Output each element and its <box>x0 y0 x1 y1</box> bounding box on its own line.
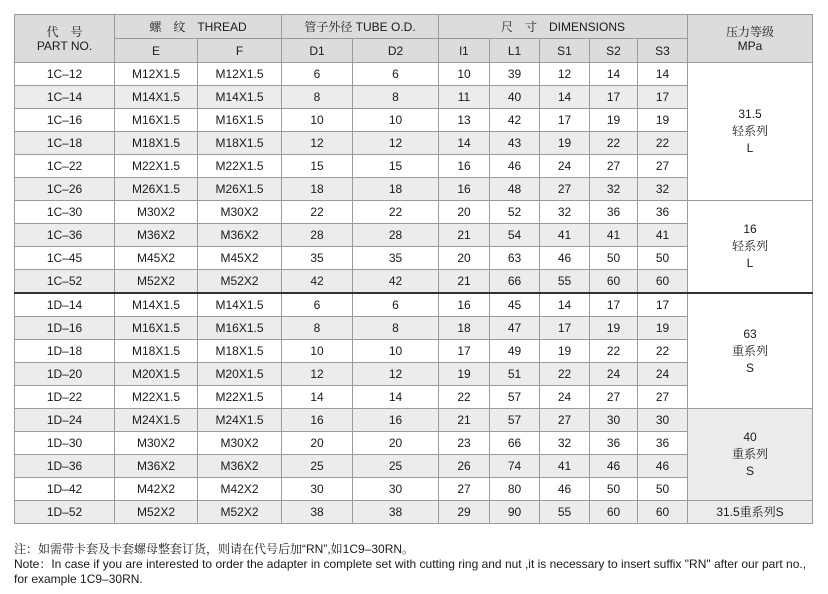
value-cell: 90 <box>490 501 540 524</box>
value-cell: 42 <box>353 270 439 294</box>
value-cell: 13 <box>439 109 490 132</box>
table-row <box>15 293 813 317</box>
value-cell: 18 <box>353 178 439 201</box>
value-cell: M52X2 <box>198 270 282 294</box>
value-cell: M45X2 <box>115 247 198 270</box>
value-cell: 16 <box>439 293 490 317</box>
value-cell: 22 <box>638 340 688 363</box>
value-cell: 8 <box>353 317 439 340</box>
part-no-cell: 1C–26 <box>15 178 115 201</box>
value-cell: 17 <box>439 340 490 363</box>
value-cell: 18 <box>439 317 490 340</box>
value-cell: 22 <box>353 201 439 224</box>
value-cell: 25 <box>353 455 439 478</box>
value-cell: 8 <box>353 86 439 109</box>
pressure-class-line: 63 <box>743 326 757 341</box>
part-no-cell: 1C–12 <box>15 63 115 86</box>
value-cell: 35 <box>353 247 439 270</box>
value-cell: 14 <box>353 386 439 409</box>
pressure-class-cell <box>688 409 813 501</box>
value-cell: 25 <box>282 455 353 478</box>
value-cell: 12 <box>282 132 353 155</box>
value-cell: 19 <box>439 363 490 386</box>
value-cell: 17 <box>540 317 590 340</box>
value-cell: 12 <box>282 363 353 386</box>
value-cell: M22X1.5 <box>115 155 198 178</box>
value-cell: 18 <box>282 178 353 201</box>
value-cell: 17 <box>540 109 590 132</box>
part-no-cell: 1C–18 <box>15 132 115 155</box>
value-cell: 6 <box>353 63 439 86</box>
value-cell: 22 <box>540 363 590 386</box>
value-cell: 26 <box>439 455 490 478</box>
value-cell: 50 <box>638 478 688 501</box>
value-cell: 22 <box>590 132 638 155</box>
value-cell: M22X1.5 <box>198 155 282 178</box>
value-cell: M45X2 <box>198 247 282 270</box>
value-cell: 50 <box>590 478 638 501</box>
col-header-e: E <box>115 39 198 63</box>
note-en: Note：In case if you are interested to order the adapter in complete set with cutting ring and nut ,it is necessary to insert suffix "RN" after our part no., for example 1C9–30RN. <box>14 557 807 586</box>
value-cell: 52 <box>490 201 540 224</box>
col-header-s3: S3 <box>638 39 688 63</box>
value-cell: M12X1.5 <box>198 63 282 86</box>
value-cell: M18X1.5 <box>115 132 198 155</box>
value-cell: M22X1.5 <box>198 386 282 409</box>
col-header-d1: D1 <box>282 39 353 63</box>
value-cell: 23 <box>439 432 490 455</box>
value-cell: M16X1.5 <box>198 317 282 340</box>
value-cell: 17 <box>590 293 638 317</box>
value-cell: 32 <box>540 432 590 455</box>
pressure-class-cell <box>688 201 813 294</box>
value-cell: 46 <box>540 247 590 270</box>
value-cell: 10 <box>439 63 490 86</box>
value-cell: M24X1.5 <box>198 409 282 432</box>
value-cell: 15 <box>353 155 439 178</box>
part-no-cell: 1D–24 <box>15 409 115 432</box>
value-cell: 14 <box>540 86 590 109</box>
part-no-cell: 1D–14 <box>15 293 115 317</box>
value-cell: 50 <box>590 247 638 270</box>
col-header-l1-upper: L1 <box>490 39 540 63</box>
value-cell: 12 <box>353 363 439 386</box>
value-cell: 16 <box>439 178 490 201</box>
value-cell: 14 <box>590 63 638 86</box>
value-cell: 19 <box>638 317 688 340</box>
tube-od-group-header: 管子外径 TUBE O.D. <box>282 15 439 39</box>
part-no-header-en: PART NO. <box>36 38 93 53</box>
value-cell: 24 <box>590 363 638 386</box>
col-header-s1: S1 <box>540 39 590 63</box>
value-cell: 51 <box>490 363 540 386</box>
value-cell: 36 <box>590 432 638 455</box>
value-cell: M16X1.5 <box>198 109 282 132</box>
value-cell: 66 <box>490 270 540 294</box>
value-cell: 22 <box>282 201 353 224</box>
value-cell: 38 <box>353 501 439 524</box>
value-cell: 27 <box>638 386 688 409</box>
part-no-cell: 1D–16 <box>15 317 115 340</box>
value-cell: 10 <box>282 109 353 132</box>
col-header-d2: D2 <box>353 39 439 63</box>
value-cell: M16X1.5 <box>115 317 198 340</box>
pressure-header <box>688 15 813 63</box>
value-cell: 16 <box>353 409 439 432</box>
value-cell: 35 <box>282 247 353 270</box>
value-cell: 36 <box>638 201 688 224</box>
pressure-class-line: L <box>746 141 754 155</box>
pressure-class-cell <box>688 293 813 409</box>
pressure-class-line: 重系列 <box>732 447 769 461</box>
value-cell: 10 <box>282 340 353 363</box>
part-no-cell: 1D–42 <box>15 478 115 501</box>
value-cell: 27 <box>590 386 638 409</box>
value-cell: 80 <box>490 478 540 501</box>
value-cell: 17 <box>590 86 638 109</box>
value-cell: M52X2 <box>115 501 198 524</box>
value-cell: M14X1.5 <box>198 86 282 109</box>
value-cell: M30X2 <box>198 201 282 224</box>
value-cell: 20 <box>439 201 490 224</box>
value-cell: 12 <box>353 132 439 155</box>
value-cell: 32 <box>638 178 688 201</box>
value-cell: 54 <box>490 224 540 247</box>
value-cell: 57 <box>490 386 540 409</box>
value-cell: 15 <box>282 155 353 178</box>
part-no-cell: 1C–30 <box>15 201 115 224</box>
value-cell: 60 <box>638 270 688 294</box>
value-cell: 28 <box>353 224 439 247</box>
value-cell: M36X2 <box>115 455 198 478</box>
pressure-class-cell <box>688 501 813 524</box>
value-cell: 20 <box>282 432 353 455</box>
value-cell: 19 <box>590 317 638 340</box>
value-cell: 74 <box>490 455 540 478</box>
part-no-cell: 1D–30 <box>15 432 115 455</box>
value-cell: M18X1.5 <box>198 340 282 363</box>
value-cell: 55 <box>540 501 590 524</box>
value-cell: M24X1.5 <box>115 409 198 432</box>
table-row <box>15 409 813 432</box>
value-cell: M14X1.5 <box>115 86 198 109</box>
value-cell: 60 <box>590 501 638 524</box>
value-cell: 40 <box>490 86 540 109</box>
value-cell: M18X1.5 <box>198 132 282 155</box>
value-cell: 42 <box>282 270 353 294</box>
dimensions-group-header: 尺 寸 DIMENSIONS <box>439 15 688 39</box>
pressure-class-line: S <box>746 360 755 375</box>
table-row <box>15 63 813 86</box>
part-no-cell: 1D–52 <box>15 501 115 524</box>
value-cell: M12X1.5 <box>115 63 198 86</box>
value-cell: 42 <box>490 109 540 132</box>
value-cell: M52X2 <box>198 501 282 524</box>
value-cell: 30 <box>282 478 353 501</box>
value-cell: 12 <box>540 63 590 86</box>
value-cell: 20 <box>353 432 439 455</box>
part-no-cell: 1C–16 <box>15 109 115 132</box>
value-cell: 60 <box>590 270 638 294</box>
value-cell: 50 <box>638 247 688 270</box>
value-cell: 45 <box>490 293 540 317</box>
value-cell: 27 <box>540 409 590 432</box>
value-cell: 27 <box>540 178 590 201</box>
value-cell: 41 <box>540 224 590 247</box>
value-cell: 41 <box>540 455 590 478</box>
value-cell: 46 <box>490 155 540 178</box>
value-cell: M42X2 <box>198 478 282 501</box>
value-cell: 22 <box>439 386 490 409</box>
value-cell: 19 <box>590 109 638 132</box>
table-row <box>15 501 813 524</box>
part-no-cell: 1C–52 <box>15 270 115 294</box>
value-cell: 66 <box>490 432 540 455</box>
value-cell: 38 <box>282 501 353 524</box>
value-cell: M20X1.5 <box>115 363 198 386</box>
value-cell: 39 <box>490 63 540 86</box>
value-cell: 63 <box>490 247 540 270</box>
value-cell: 60 <box>638 501 688 524</box>
value-cell: M36X2 <box>115 224 198 247</box>
value-cell: 19 <box>540 132 590 155</box>
value-cell: 14 <box>439 132 490 155</box>
part-no-cell: 1D–22 <box>15 386 115 409</box>
part-no-cell: 1D–18 <box>15 340 115 363</box>
spec-table <box>14 14 813 524</box>
part-no-cell: 1C–36 <box>15 224 115 247</box>
part-no-header-cn: 代 号 <box>46 24 83 39</box>
value-cell: 19 <box>638 109 688 132</box>
value-cell: 32 <box>540 201 590 224</box>
value-cell: 14 <box>638 63 688 86</box>
value-cell: M16X1.5 <box>115 109 198 132</box>
value-cell: 24 <box>540 155 590 178</box>
value-cell: 11 <box>439 86 490 109</box>
value-cell: 46 <box>590 455 638 478</box>
value-cell: M14X1.5 <box>115 293 198 317</box>
value-cell: 10 <box>353 109 439 132</box>
value-cell: 22 <box>590 340 638 363</box>
value-cell: 49 <box>490 340 540 363</box>
value-cell: 36 <box>638 432 688 455</box>
part-no-cell: 1D–20 <box>15 363 115 386</box>
value-cell: 19 <box>540 340 590 363</box>
note-cn: 注：如需带卡套及卡套螺母整套订货，则请在代号后加“RN”,如1C9–30RN。 <box>14 542 415 556</box>
value-cell: 24 <box>638 363 688 386</box>
value-cell: 41 <box>590 224 638 247</box>
pressure-class-cell <box>688 63 813 201</box>
value-cell: M42X2 <box>115 478 198 501</box>
table-row <box>15 201 813 224</box>
value-cell: 29 <box>439 501 490 524</box>
value-cell: 21 <box>439 409 490 432</box>
value-cell: M30X2 <box>115 432 198 455</box>
value-cell: 48 <box>490 178 540 201</box>
value-cell: 28 <box>282 224 353 247</box>
value-cell: 55 <box>540 270 590 294</box>
value-cell: 43 <box>490 132 540 155</box>
value-cell: 41 <box>638 224 688 247</box>
value-cell: 24 <box>540 386 590 409</box>
value-cell: 16 <box>282 409 353 432</box>
value-cell: M22X1.5 <box>115 386 198 409</box>
pressure-class-line: 31.5重系列S <box>716 504 784 519</box>
value-cell: M26X1.5 <box>115 178 198 201</box>
thread-group-header: 螺 纹 THREAD <box>115 15 282 39</box>
part-no-cell: 1C–14 <box>15 86 115 109</box>
col-header-s2: S2 <box>590 39 638 63</box>
value-cell: 22 <box>638 132 688 155</box>
value-cell: M26X1.5 <box>198 178 282 201</box>
value-cell: 27 <box>439 478 490 501</box>
value-cell: 10 <box>353 340 439 363</box>
pressure-class-line: 31.5 <box>738 107 762 121</box>
value-cell: 6 <box>282 63 353 86</box>
value-cell: 17 <box>638 86 688 109</box>
pressure-class-line: S <box>746 464 755 478</box>
value-cell: 30 <box>590 409 638 432</box>
table-body <box>15 63 813 524</box>
notes <box>14 542 814 587</box>
pressure-class-line: L <box>746 256 754 270</box>
value-cell: 36 <box>590 201 638 224</box>
pressure-header-cn: 压力等级 <box>726 24 775 39</box>
pressure-class-line: 16 <box>743 222 757 236</box>
col-header-f: F <box>198 39 282 63</box>
value-cell: 14 <box>282 386 353 409</box>
value-cell: 30 <box>353 478 439 501</box>
value-cell: M30X2 <box>198 432 282 455</box>
value-cell: 21 <box>439 224 490 247</box>
part-no-cell: 1C–45 <box>15 247 115 270</box>
value-cell: 8 <box>282 86 353 109</box>
value-cell: 27 <box>590 155 638 178</box>
value-cell: 14 <box>540 293 590 317</box>
value-cell: 21 <box>439 270 490 294</box>
value-cell: 57 <box>490 409 540 432</box>
part-no-header <box>15 15 115 63</box>
col-header-l1-lower: l1 <box>439 39 490 63</box>
value-cell: 6 <box>282 293 353 317</box>
value-cell: M36X2 <box>198 224 282 247</box>
value-cell: M52X2 <box>115 270 198 294</box>
value-cell: 32 <box>590 178 638 201</box>
part-no-cell: 1C–22 <box>15 155 115 178</box>
pressure-class-line: 重系列 <box>732 343 769 358</box>
value-cell: 16 <box>439 155 490 178</box>
part-no-cell: 1D–36 <box>15 455 115 478</box>
pressure-class-line: 轻系列 <box>732 239 769 253</box>
pressure-class-line: 40 <box>743 430 757 444</box>
value-cell: 47 <box>490 317 540 340</box>
value-cell: M18X1.5 <box>115 340 198 363</box>
value-cell: 17 <box>638 293 688 317</box>
pressure-header-unit: MPa <box>737 38 763 53</box>
value-cell: M14X1.5 <box>198 293 282 317</box>
value-cell: 8 <box>282 317 353 340</box>
value-cell: M30X2 <box>115 201 198 224</box>
value-cell: 27 <box>638 155 688 178</box>
pressure-class-line: 轻系列 <box>732 124 769 138</box>
value-cell: 6 <box>353 293 439 317</box>
value-cell: M20X1.5 <box>198 363 282 386</box>
value-cell: 46 <box>540 478 590 501</box>
value-cell: 46 <box>638 455 688 478</box>
value-cell: 30 <box>638 409 688 432</box>
value-cell: 20 <box>439 247 490 270</box>
value-cell: M36X2 <box>198 455 282 478</box>
